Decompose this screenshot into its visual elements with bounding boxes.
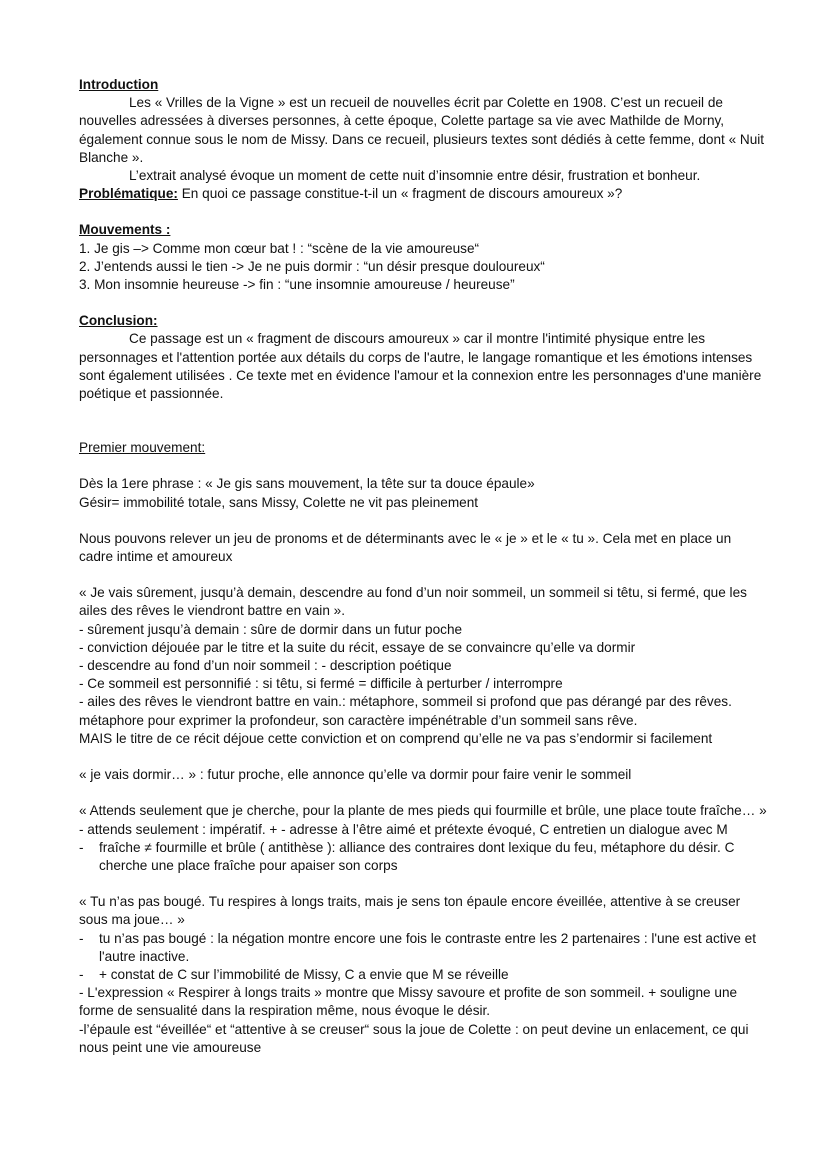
premier-block5-dash-item xyxy=(79,839,768,875)
premier-block6-dash-item-1 xyxy=(79,930,768,966)
mouvements-heading: Mouvements : xyxy=(79,222,171,238)
spacer xyxy=(79,566,768,584)
premier-block2: Nous pouvons relever un jeu de pronoms et de déterminants avec le « je » et le « tu ». Cela met en place un cadre intime et amoureux xyxy=(79,530,732,565)
dash-item-text: tu n’as pas bougé : la négation montre encore une fois le contraste entre les 2 partenaires : l'une est active et l'autre inactive. xyxy=(99,930,757,964)
mouvement-item-3: 3. Mon insomnie heureuse -> fin : “une insomnie amoureuse / heureuse” xyxy=(79,277,515,293)
premier-block5-quote: « Attends seulement que je cherche, pour la plante de mes pieds qui fourmille et brûle, une place toute fraîche… » xyxy=(79,803,767,819)
spacer xyxy=(79,512,768,530)
spacer xyxy=(79,203,768,221)
dash-item-text: + constat de C sur l’immobilité de Missy, C a envie que M se réveille xyxy=(99,966,509,982)
dash-bullet: - xyxy=(79,930,84,946)
intro-heading: Introduction xyxy=(79,77,159,92)
intro-paragraph-2: L’extrait analysé évoque un moment de cette nuit d’insomnie entre désir, frustration et bonheur. xyxy=(129,168,701,184)
problematique-text: En quoi ce passage constitue-t-il un « fragment de discours amoureux »? xyxy=(177,186,623,202)
spacer xyxy=(79,294,768,312)
premier-block3-line4: - Ce sommeil est personnifié : si têtu, si fermé = difficile à perturber / interrompre xyxy=(79,676,563,692)
premier-block5-line: - attends seulement : impératif. + - adresse à l’être aimé et prétexte évoqué, C entretien un dialogue avec M xyxy=(79,821,728,837)
spacer xyxy=(79,748,768,766)
premier-block3-line5: - ailes des rêves le viendront battre en vain.: métaphore, sommeil si profond que pas dérangé par des rêves. métaphore pour exprimer la profondeur, son caractère impénétrable d’un sommeil sans rêve. xyxy=(79,694,732,728)
premier-block1-line2: Gésir= immobilité totale, sans Missy, Colette ne vit pas pleinement xyxy=(79,494,479,510)
mouvement-item-2: 2. J’entends aussi le tien -> Je ne puis dormir : “un désir presque douloureux“ xyxy=(79,258,545,274)
dash-bullet: - xyxy=(79,839,84,855)
dash-item-text: fraîche ≠ fourmille et brûle ( antithèse ): alliance des contraires dont lexique du feu, métaphore du désir. C cherche une place fraîche pour apaiser son corps xyxy=(99,839,735,873)
premier-block3-quote: « Je vais sûrement, jusqu’à demain, descendre au fond d’un noir sommeil, un sommeil si têtu, si fermé, que les ailes des rêves le viendront battre en vain ». xyxy=(79,585,747,619)
conclusion-paragraph: Ce passage est un « fragment de discours amoureux » car il montre l'intimité physique entre les personnages et l'attention portée aux détails du corps de l'autre, le langage romantique et les émotions intenses sont également utilisées . Ce texte met en évidence l'amour et la connexion entre les personnages d'une manière poétique et passionnée. xyxy=(79,331,762,402)
mouvement-item-1: 1. Je gis –> Comme mon cœur bat ! : “scène de la vie amoureuse“ xyxy=(79,240,480,256)
premier-block3-line3: - descendre au fond d’un noir sommeil : - description poétique xyxy=(79,658,452,674)
spacer xyxy=(79,403,768,439)
premier-block3-line6: MAIS le titre de ce récit déjoue cette conviction et on comprend qu’elle ne va pas s’endormir si facilement xyxy=(79,730,713,746)
problematique-label: Problématique: xyxy=(79,186,178,202)
problematique-line xyxy=(79,185,768,203)
premier-block6-line2: -l’épaule est “éveillée“ et “attentive à se creuser“ sous la joue de Colette : on peut devine un enlacement, ce qui nous peint une vie amoureuse xyxy=(79,1021,749,1055)
spacer xyxy=(79,784,768,802)
premier-block6-dash-item-2 xyxy=(79,966,768,984)
premier-block3-line2: - conviction déjouée par le titre et la suite du récit, essaye de se convaincre qu’elle va dormir xyxy=(79,639,636,655)
premier-block3-line1: - sûrement jusqu’à demain : sûre de dormir dans un futur poche xyxy=(79,621,463,637)
spacer xyxy=(79,875,768,893)
premier-mouvement-heading: Premier mouvement: xyxy=(79,440,206,456)
dash-bullet: - xyxy=(79,966,84,982)
premier-block6-line1: - L'expression « Respirer à longs traits » montre que Missy savoure et profite de son sommeil. + souligne une forme de sensualité dans la respiration même, nous évoque le désir. xyxy=(79,985,738,1019)
conclusion-heading: Conclusion: xyxy=(79,313,158,329)
spacer xyxy=(79,457,768,475)
intro-paragraph-1: Les « Vrilles de la Vigne » est un recueil de nouvelles écrit par Colette en 1908. C’est un recueil de nouvelles adressées à diverses personnes, à cette époque, Colette partage sa vie avec Mathilde de Morny, également connue sous le nom de Missy. Dans ce recueil, plusieurs textes sont dédiés à cette femme, dont « Nuit Blanche ». xyxy=(79,95,765,165)
premier-block4: « je vais dormir… » : futur proche, elle annonce qu’elle va dormir pour faire venir le sommeil xyxy=(79,767,632,783)
premier-block1-line1: Dès la 1ere phrase : « Je gis sans mouvement, la tête sur ta douce épaule» xyxy=(79,476,535,492)
premier-block6-quote: « Tu n’as pas bougé. Tu respires à longs traits, mais je sens ton épaule encore éveillée, attentive à se creuser sous ma joue… » xyxy=(79,894,741,928)
